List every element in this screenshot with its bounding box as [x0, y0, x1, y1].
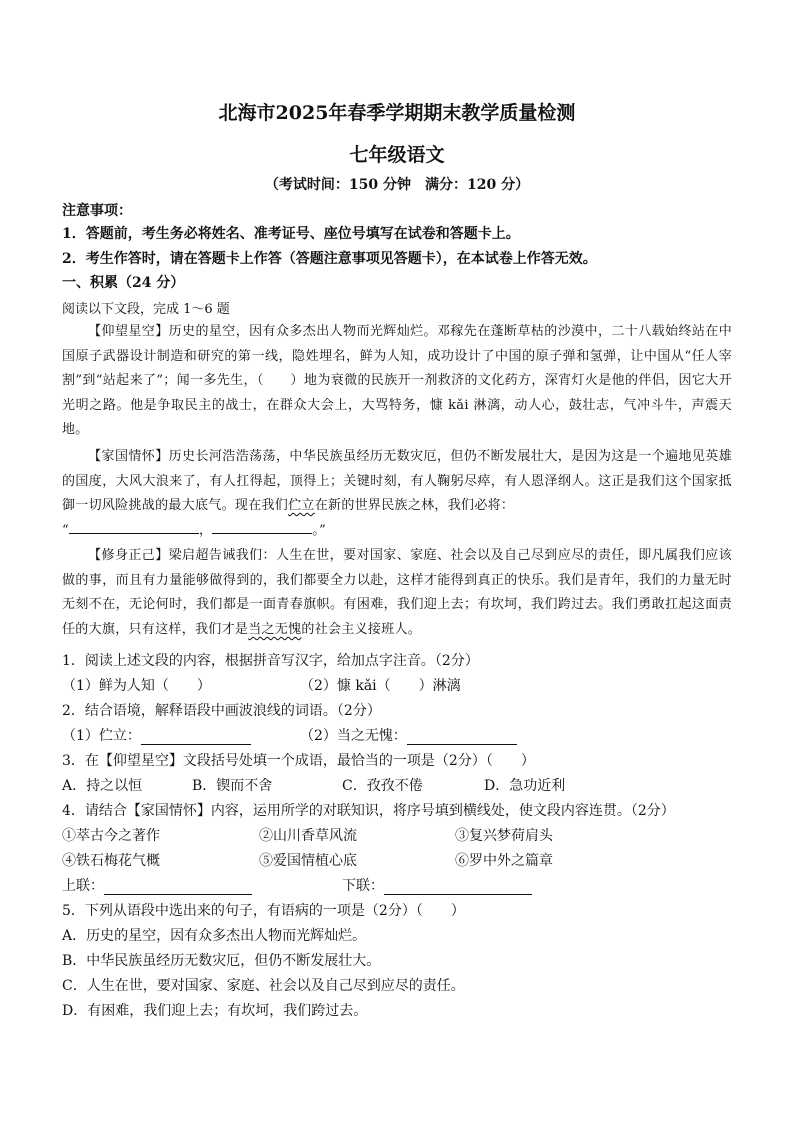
exam-info: （考试时间：150 分钟 满分：120 分）	[264, 177, 530, 193]
question-2-part-b	[300, 725, 517, 745]
answer-line-zhuli[interactable]	[141, 728, 251, 745]
question-3-option-b[interactable]: B．锲而不舍	[192, 778, 273, 794]
passage-self-cultivation-text-2: 的社会主义接班人。	[301, 621, 422, 637]
passage-stargazing	[62, 320, 732, 443]
question-1-part-b[interactable]: （2）慷 kǎi（ ）淋漓	[300, 678, 461, 694]
question-4: 4．请结合【家国情怀】内容，运用所学的对联知识，将序号填到横线处，使文段内容连贯。（2分）	[62, 803, 675, 819]
question-2-part-a	[62, 725, 251, 745]
passage-stargazing-text: 【仰望星空】历史的星空，因有众多杰出人物而光辉灿烂。邓稼先在蓬断草枯的沙漠中，二十八载始终站在中国原子武器设计制造和研究的第一线，隐姓埋名，鲜为人知，成功设计了中国的原子弹和氢弹，让中国从“任人宰割”到“站起来了”；闻一多先生，（ ）地为衰微的民族开一剂救济的文化药方，深宵灯火是他的伴侣，因它大开光明之路。他是争取民主的战士，在群众大会上，大骂特务，慷 kǎi 淋漓，动人心，鼓壮志，气冲斗牛，声震天地。	[62, 324, 732, 438]
upper-couplet-label: 上联：	[62, 878, 104, 894]
question-3-option-c[interactable]: C．孜孜不倦	[342, 778, 423, 794]
upper-couplet-line[interactable]	[104, 878, 252, 895]
lower-couplet-answer	[342, 875, 532, 895]
notes-heading: 注意事项：	[62, 203, 132, 219]
passage-self-cultivation-text: 【修身正己】梁启超告诫我们：人生在世，要对国家、家庭、社会以及自己尽到应尽的责任，即凡属我们应该做的事，而且有力量能够做得到的，我们都要全力以赴，这样才能得到真正的快乐。我们是青年，我们的力量无时无刻不在，无论何时，我们都是一面青春旗帜。有困难，我们迎上去；有坎坷，我们跨过去。我们勇敢扛起这面责任的大旗，只有这样，我们才是	[62, 548, 732, 637]
couplet-option-1: ①萃古今之著作	[62, 828, 160, 844]
passage-patriotism-text-2: 在新的世界民族之林，我们必将：	[314, 498, 515, 514]
passage-self-cultivation	[62, 544, 732, 642]
couplet-option-2: ②山川香草风流	[259, 828, 357, 844]
question-5-option-d[interactable]: D．有困难，我们迎上去；有坎坷，我们跨过去。	[62, 1003, 368, 1019]
question-1-part-a[interactable]: （1）鲜为人知（ ）	[62, 678, 211, 694]
question-3-option-d[interactable]: D．急功近利	[484, 778, 566, 794]
couplet-blank-1[interactable]	[69, 519, 199, 534]
question-1: 1．阅读上述文段的内容，根据拼音写汉字，给加点字注音。（2分）	[62, 653, 479, 669]
couplet-option-6: ⑥罗中外之篇章	[455, 853, 553, 869]
subject-title: 七年级语文	[349, 144, 445, 166]
question-3: 3．在【仰望星空】文段括号处填一个成语，最恰当的一项是（2分）（ ）	[62, 753, 535, 769]
question-5-option-a[interactable]: A．历史的星空，因有众多杰出人物而光辉灿烂。	[62, 928, 367, 944]
wavy-word-zhuli: 伫立	[288, 498, 315, 514]
passage-patriotism-text: 【家国情怀】历史长河浩浩荡荡，中华民族虽经历无数灾厄，但仍不断发展壮大，是因为这是一个遍地见英雄的国度，大风大浪来了，有人扛得起，顶得上；关键时刻，有人鞠躬尽瘁，有人恩泽纲人。这正是我们这个国家抵御一切风险挑战的最大底气。现在我们	[62, 449, 732, 514]
passage-patriotism	[62, 445, 732, 543]
quote-close: 。”	[312, 522, 327, 538]
quote-mid: ，	[198, 522, 213, 538]
wavy-word-dangzhiwukui: 当之无愧	[248, 621, 302, 637]
upper-couplet-answer	[62, 875, 252, 895]
lower-couplet-label: 下联：	[342, 878, 384, 894]
note-item-2: 2．考生作答时，请在答题卡上作答（答题注意事项见答题卡），在本试卷上作答无效。	[62, 251, 597, 267]
quote-open: “	[62, 522, 69, 538]
couplet-option-3: ③复兴梦荷肩头	[455, 828, 553, 844]
couplet-option-5: ⑤爱国情植心底	[259, 853, 357, 869]
exam-title: 北海市2025年春季学期期末教学质量检测	[218, 102, 576, 124]
couplet-blank-2[interactable]	[212, 519, 312, 534]
question-5-option-b[interactable]: B．中华民族虽经历无数灾厄，但仍不断发展壮大。	[62, 953, 381, 969]
reading-instruction: 阅读以下文段，完成 1～6 题	[62, 302, 230, 317]
answer-line-dangzhiwukui[interactable]	[407, 728, 517, 745]
lower-couplet-line[interactable]	[384, 878, 532, 895]
question-3-option-a[interactable]: A．持之以恒	[62, 778, 143, 794]
question-2-part-b-label: （2）当之无愧：	[300, 728, 407, 744]
couplet-option-4: ④铁石梅花气概	[62, 853, 160, 869]
section-heading: 一、积累（24 分）	[62, 275, 185, 291]
question-2-part-a-label: （1）伫立：	[62, 728, 141, 744]
question-5: 5．下列从语段中选出来的句子，有语病的一项是（2分）（ ）	[62, 903, 465, 919]
question-5-option-c[interactable]: C．人生在世，要对国家、家庭、社会以及自己尽到应尽的责任。	[62, 978, 465, 994]
question-2: 2．结合语境，解释语段中画波浪线的词语。（2分）	[62, 703, 381, 719]
note-item-1: 1．答题前，考生务必将姓名、准考证号、座位号填写在试卷和答题卡上。	[62, 226, 520, 242]
